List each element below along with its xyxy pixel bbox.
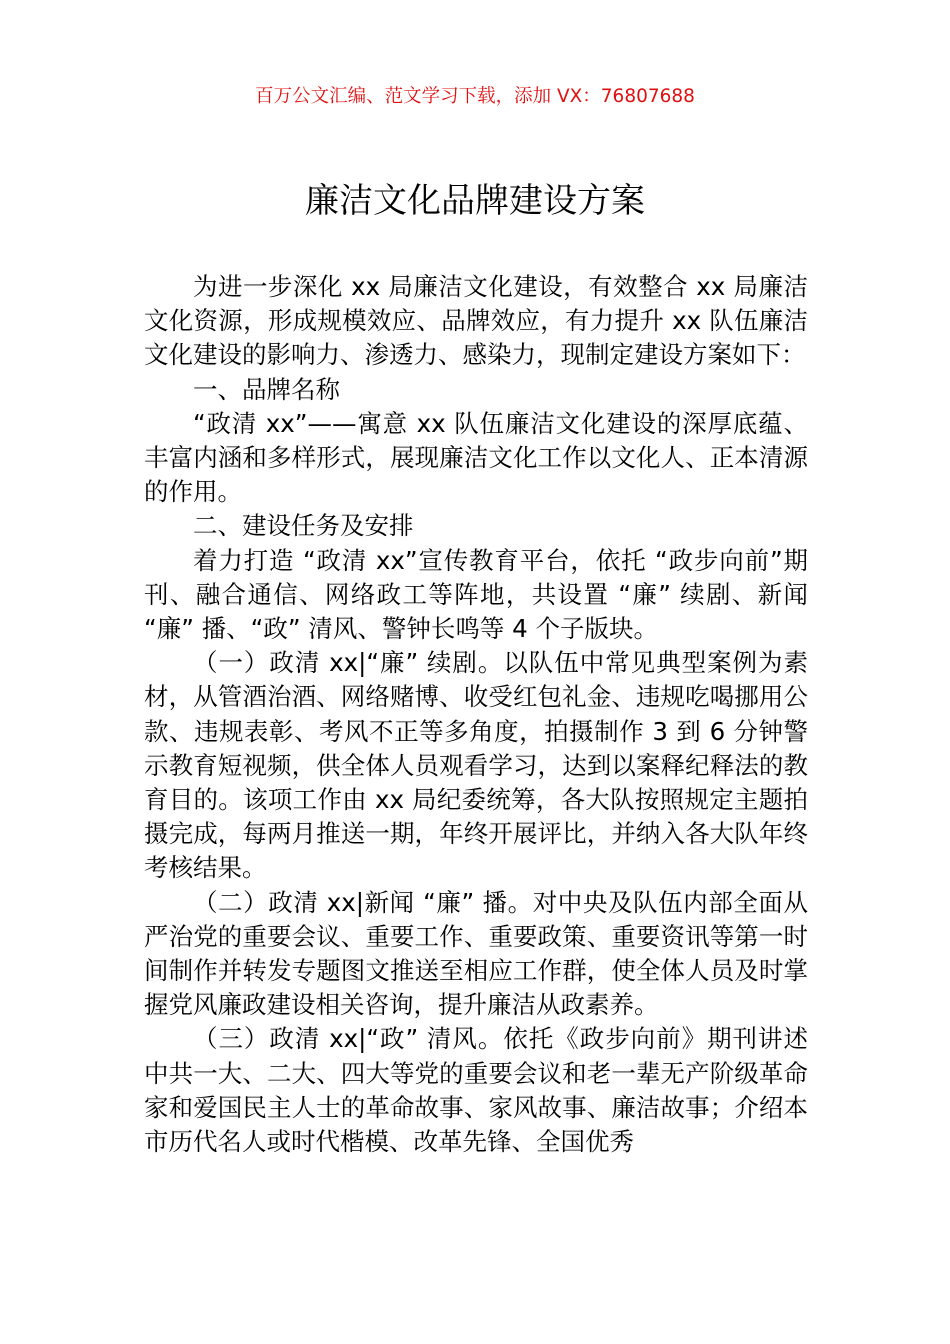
paragraph-section-3: （三）政清 xx|“政” 清风。依托《政步向前》期刊讲述中共一大、二大、四大等党的重要会议和老一辈无产阶级革命家和爱国民主人士的革命故事、家风故事、廉洁故事；介绍本市历代名人或时代楷模、改革先锋、全国优秀 bbox=[144, 1024, 808, 1157]
paragraph-intro: 为进一步深化 xx 局廉洁文化建设，有效整合 xx 局廉洁文化资源，形成规模效应、品牌效应，有力提升 xx 队伍廉洁文化建设的影响力、渗透力、感染力，现制定建设方案如下： bbox=[144, 272, 808, 370]
paragraph-platform: 着力打造 “政清 xx”宣传教育平台，依托 “政步向前”期刊、融合通信、网络政工等阵地，共设置 “廉” 续剧、新闻 “廉” 播、“政” 清风、警钟长鸣等 4 个子版块。 bbox=[144, 545, 808, 644]
paragraph-section-2: （二）政清 xx|新闻 “廉” 播。对中央及队伍内部全面从严治党的重要会议、重要工作、重要政策、重要资讯等第一时间制作并转发专题图文推送至相应工作群，使全体人员及时掌握党风廉政建设相关咨询，提升廉洁从政素养。 bbox=[144, 887, 808, 1020]
heading-brand-name: 一、品牌名称 bbox=[193, 374, 340, 404]
heading-tasks: 二、建设任务及安排 bbox=[193, 511, 414, 541]
document-body bbox=[144, 270, 808, 1159]
paragraph-section-1: （一）政清 xx|“廉” 续剧。以队伍中常见典型案例为素材，从管酒治酒、网络赌博、收受红包礼金、违规吃喝挪用公款、违规表彰、考风不正等多角度，拍摄制作 3 到 6 分钟警示教育短视频，供全体人员观看学习，达到以案释纪释法的教育目的。该项工作由 xx 局纪委统筹，各大队按照规定主题拍摄完成，每两月推送一期，年终开展评比，并纳入各大队年终考核结果。 bbox=[144, 648, 808, 883]
document-title: 廉洁文化品牌建设方案 bbox=[305, 181, 645, 221]
paragraph-brand-meaning: “政清 xx”——寓意 xx 队伍廉洁文化建设的深厚底蕴、丰富内涵和多样形式，展现廉洁文化工作以文化人、正本清源的作用。 bbox=[144, 408, 808, 507]
header-watermark: 百万公文汇编、范文学习下载，添加 VX：76807688 bbox=[255, 86, 695, 107]
